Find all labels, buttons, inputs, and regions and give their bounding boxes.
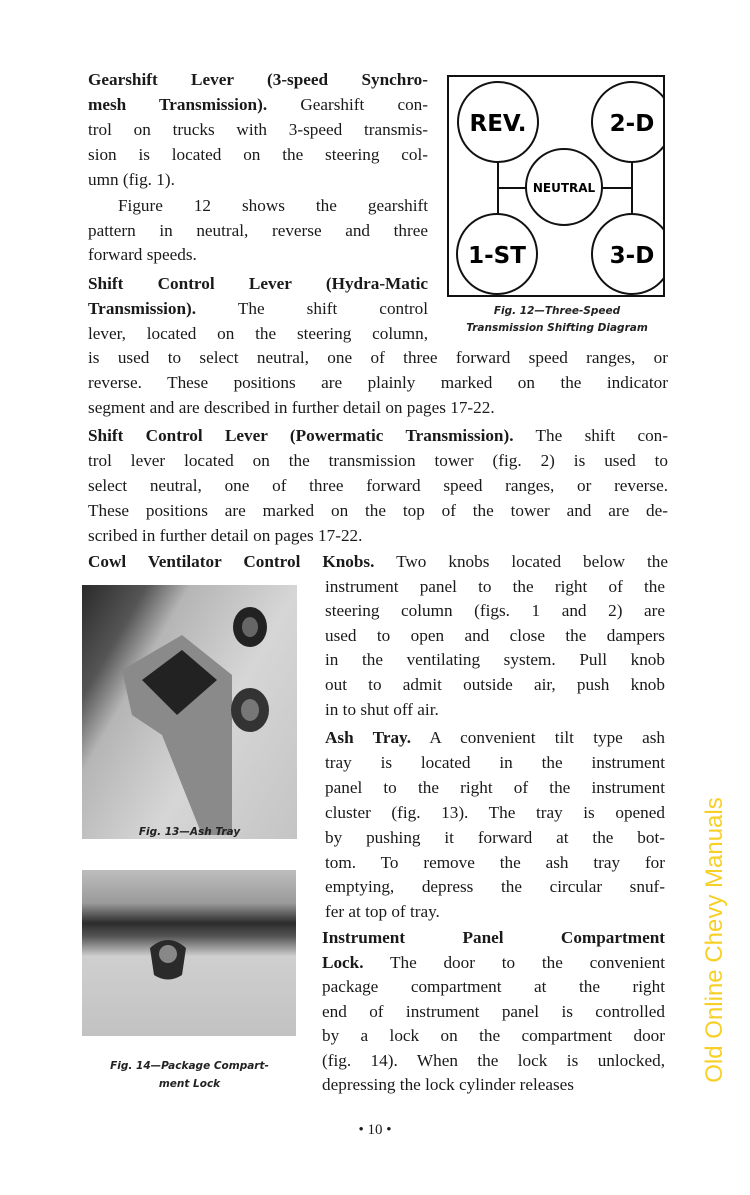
line-text: The door to the convenient <box>363 952 665 972</box>
text-line <box>88 118 428 142</box>
run-in-heading: Shift Control Lever (Hydra-Matic <box>88 274 428 293</box>
run-in-heading: mesh Transmission). <box>88 95 268 114</box>
text-line <box>88 550 668 574</box>
run-in-heading: Transmission). <box>88 298 197 318</box>
line-text: fer at top of tray. <box>325 902 440 922</box>
text-line <box>325 648 665 672</box>
line-text: These positions are marked on the top of the tower and are de- <box>88 501 668 520</box>
line-text: trol lever located on the transmission tower (fig. 2) is used to <box>88 451 668 470</box>
position-neutral: NEUTRAL <box>532 181 596 195</box>
run-in-heading: Gearshift Lever (3-speed Synchro- <box>88 70 428 89</box>
position-reverse: REV. <box>469 111 527 137</box>
ash-tray-photo <box>82 585 297 839</box>
text-line <box>325 599 665 623</box>
figure14-caption-line1: Fig. 14—Package Compart- <box>110 1060 269 1072</box>
text-line <box>325 875 665 899</box>
line-text: end of instrument panel is controlled <box>322 1001 665 1021</box>
text-line <box>325 776 665 800</box>
text-line <box>325 900 665 924</box>
figure13-caption: Fig. 13—Ash Tray <box>138 826 241 838</box>
line-text: (fig. 14). When the lock is unlocked, <box>322 1050 665 1070</box>
text-line <box>325 575 665 599</box>
text-line <box>88 243 428 267</box>
text-line <box>325 624 665 648</box>
position-first: 1-ST <box>468 243 526 269</box>
line-text: forward speeds. <box>88 245 197 264</box>
text-line <box>325 851 665 875</box>
line-text: cluster (fig. 13). The tray is opened <box>325 802 665 822</box>
text-line <box>88 68 428 92</box>
line-text: trol on trucks with 3-speed transmis- <box>88 120 428 139</box>
text-line <box>322 1049 665 1073</box>
text-line <box>325 751 665 775</box>
figure14-caption-line2: ment Lock <box>158 1078 221 1090</box>
text-line <box>88 396 668 420</box>
text-line <box>88 424 668 448</box>
text-line <box>118 194 428 218</box>
line-text: reverse. These positions are plainly marked on the indicator <box>88 373 668 393</box>
line-text: tom. To remove the ash tray for <box>325 852 665 872</box>
line-text: emptying, depress the circular snuf- <box>325 877 665 897</box>
text-line <box>88 449 668 473</box>
figure12-caption-line2: Transmission Shifting Diagram <box>466 322 648 334</box>
text-line <box>322 951 665 975</box>
line-text: segment and are described in further detail on pages 17-22. <box>88 398 495 417</box>
text-line <box>322 975 665 999</box>
line-text: instrument panel to the right of the <box>325 576 665 596</box>
text-line <box>325 801 665 825</box>
text-line <box>88 297 428 321</box>
text-line <box>88 524 668 548</box>
ash-tray-illustration <box>82 585 297 839</box>
compartment-lock-photo <box>82 870 296 1036</box>
text-line <box>88 143 428 167</box>
line-text: used to open and close the dampers <box>325 625 665 645</box>
text-line <box>322 926 665 950</box>
text-line <box>88 499 668 523</box>
line-text: Gearshift con- <box>267 95 428 114</box>
text-line <box>322 1024 665 1048</box>
run-in-heading: Lock. <box>322 952 364 972</box>
line-text: panel to the right of the instrument <box>325 777 665 797</box>
line-text: lever, located on the steering column, <box>88 323 428 343</box>
line-text: tray is located in the instrument <box>325 752 665 772</box>
line-text: package compartment at the right <box>322 977 665 996</box>
text-line <box>88 371 668 395</box>
run-in-heading: Shift Control Lever (Powermatic Transmission). <box>88 426 514 445</box>
position-second: 2-D <box>609 111 655 137</box>
shift-diagram-figure <box>447 75 665 297</box>
run-in-heading: Instrument Panel Compartment <box>322 928 665 947</box>
line-text: A convenient tilt type ash <box>411 728 665 747</box>
line-text: umn (fig. 1). <box>88 170 175 189</box>
line-text: out to admit outside air, push knob <box>325 675 665 694</box>
watermark: Old Online Chevy Manuals <box>701 797 728 1083</box>
text-line <box>88 474 668 498</box>
figure12-caption-line1: Fig. 12—Three-Speed <box>493 305 621 317</box>
text-line <box>325 673 665 697</box>
line-text: is used to select neutral, one of three forward speed ranges, or <box>88 348 668 368</box>
text-line <box>88 346 668 370</box>
text-line <box>322 1073 665 1097</box>
line-text: Figure 12 shows the gearshift <box>118 196 428 215</box>
line-text: select neutral, one of three forward speed ranges, or reverse. <box>88 476 668 495</box>
line-text: by pushing it forward at the bot- <box>325 827 665 847</box>
text-line <box>322 1000 665 1024</box>
line-text: steering column (figs. 1 and 2) are <box>325 601 665 621</box>
run-in-heading: Ash Tray. <box>325 728 411 747</box>
text-line <box>88 168 428 192</box>
shift-pattern-diagram <box>449 77 663 295</box>
text-line <box>325 826 665 850</box>
text-line <box>325 726 665 750</box>
text-line <box>325 698 665 722</box>
lock-cylinder-illustration <box>82 870 296 1036</box>
run-in-heading: Cowl Ventilator Control Knobs. <box>88 552 375 571</box>
line-text: pattern in neutral, reverse and three <box>88 220 428 240</box>
line-text: depressing the lock cylinder releases <box>322 1075 574 1094</box>
position-third: 3-D <box>609 243 655 269</box>
text-line <box>88 272 428 296</box>
line-text: by a lock on the compartment door <box>322 1026 665 1045</box>
text-line <box>88 93 428 117</box>
line-text: scribed in further detail on pages 17-22. <box>88 526 363 545</box>
line-text: The shift con- <box>513 426 668 445</box>
line-text: Two knobs located below the <box>374 552 669 571</box>
line-text: The shift control <box>196 298 428 318</box>
line-text: in the ventilating system. Pull knob <box>325 650 665 670</box>
text-line <box>88 322 428 346</box>
line-text: in to shut off air. <box>325 699 439 719</box>
text-line <box>88 219 428 243</box>
line-text: sion is located on the steering col- <box>88 145 428 164</box>
page-number: • 10 • <box>358 1122 392 1138</box>
